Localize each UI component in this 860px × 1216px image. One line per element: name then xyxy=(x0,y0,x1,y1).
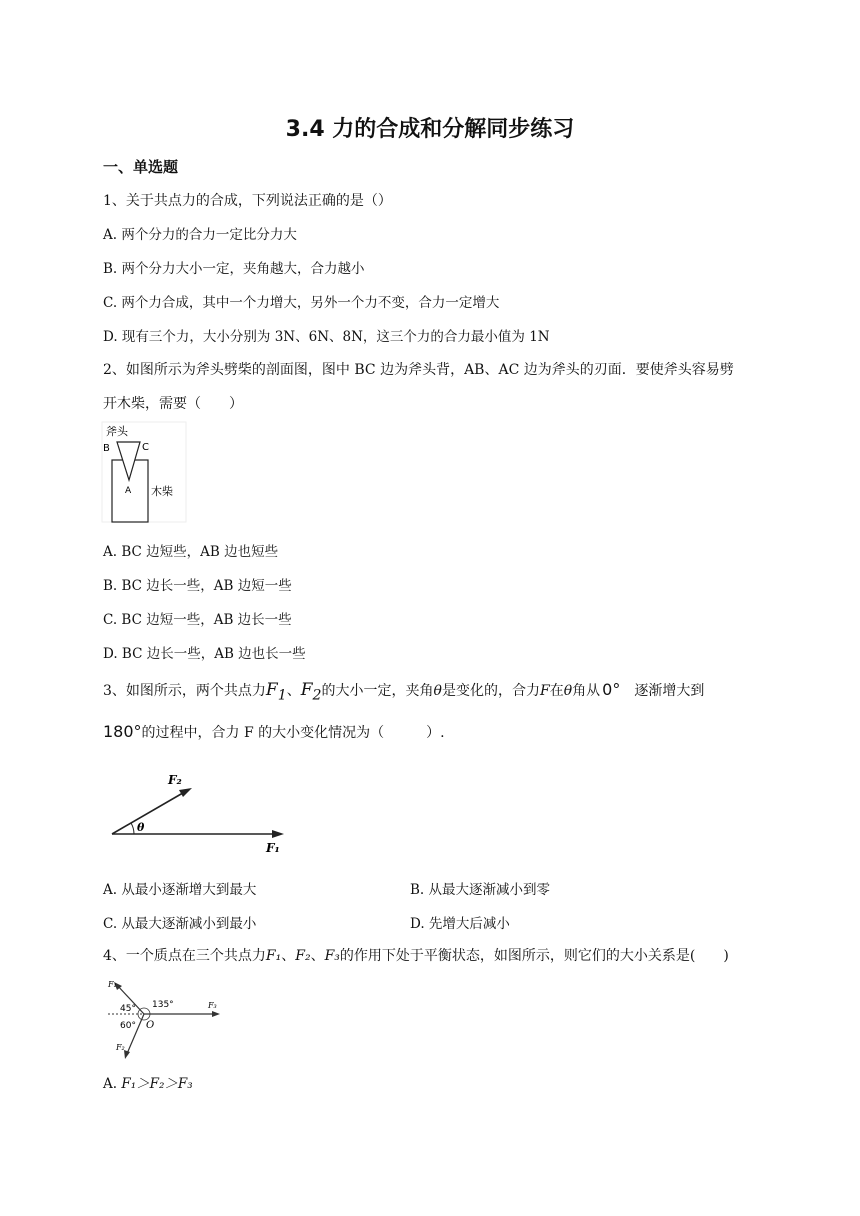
origin-label: O xyxy=(146,1020,155,1031)
axe-diagram xyxy=(100,420,190,526)
question-2-stem-line2: 开木柴，需要（ ） xyxy=(103,396,243,412)
section-heading: 一、单选题 xyxy=(103,158,179,176)
question-4-stem xyxy=(103,945,729,965)
question-2-option-d: D. BC 边长一些，AB 边也长一些 xyxy=(103,646,306,662)
question-1-option-b: B. 两个分力大小一定，夹角越大，合力越小 xyxy=(103,261,365,277)
theta-symbol-2: θ xyxy=(563,683,573,699)
question-3-stem-line2 xyxy=(103,722,445,742)
q4-option-a-text: F₁＞F₂＞F₃ xyxy=(121,1076,193,1092)
question-3-option-d: D. 先增大后减小 xyxy=(410,916,510,932)
question-2-option-c: C. BC 边短一些，AB 边长一些 xyxy=(103,612,292,628)
question-1-option-d: D. 现有三个力，大小分别为 3N、6N、8N，这三个力的合力最小值为 1N xyxy=(103,329,550,345)
q3-text-a: 3、如图所示，两个共点力 xyxy=(103,683,266,699)
angle-diagram xyxy=(108,766,288,860)
question-2-option-b: B. BC 边长一些，AB 边短一些 xyxy=(103,578,292,594)
angle-arc xyxy=(131,823,134,834)
f2-arrowhead xyxy=(124,1050,130,1059)
wood-label: 木柴 xyxy=(151,485,173,498)
q4-option-a-prefix: A. xyxy=(103,1076,118,1092)
f3-label: F₃ xyxy=(208,1001,217,1010)
question-2-stem-line1: 2、如图所示为斧头劈柴的剖面图，图中 BC 边为斧头背，AB、AC 边为斧头的刃面．要使斧头容易劈 xyxy=(103,362,734,378)
f2-label: F₂ xyxy=(116,1043,125,1052)
q3-text-g: 的过程中，合力 F 的大小变化情况为（ ）. xyxy=(141,725,445,741)
f2-symbol xyxy=(300,680,322,704)
q4-sep2: 、 xyxy=(310,948,325,964)
point-c-label: C xyxy=(142,442,149,453)
question-4-option-a xyxy=(103,1072,193,1092)
one-eighty-degree: 180° xyxy=(103,722,142,741)
three-force-diagram xyxy=(104,974,234,1062)
f1-symbol xyxy=(265,680,287,704)
q3-text-e: 角从 xyxy=(572,683,601,699)
f1-label: F₁ xyxy=(108,980,117,989)
f2-label: F₂ xyxy=(168,773,182,787)
question-1-option-c: C. 两个力合成，其中一个力增大，另外一个力不变，合力一定增大 xyxy=(103,295,500,311)
q4-f2: F₂ xyxy=(295,948,311,964)
f1-letter: F xyxy=(265,680,278,700)
zero-degree: 0° xyxy=(602,680,621,699)
f3-arrowhead xyxy=(212,1011,220,1017)
q3-text-c: 是变化的，合力 xyxy=(441,683,540,699)
angle-60-label: 60° xyxy=(120,1021,136,1031)
q4-text-a: 4、一个质点在三个共点力 xyxy=(103,948,266,964)
f2-subscript: 2 xyxy=(312,687,322,704)
angle-45-label: 45° xyxy=(120,1004,136,1014)
question-1-stem: 1、关于共点力的合成，下列说法正确的是（） xyxy=(103,193,392,209)
question-2-option-a: A. BC 边短些，AB 边也短些 xyxy=(103,544,279,560)
axe-label: 斧头 xyxy=(106,425,128,438)
page-title: 3.4 力的合成和分解同步练习 xyxy=(285,117,575,142)
theta-label: θ xyxy=(137,821,145,834)
theta-symbol: θ xyxy=(433,683,442,699)
f1-label: F₁ xyxy=(266,841,280,855)
f2-arrowhead xyxy=(179,788,192,797)
question-3-option-c: C. 从最大逐渐减小到最小 xyxy=(103,916,257,932)
q3-text-b: 的大小一定，夹角 xyxy=(321,683,434,699)
question-1-option-a: A. 两个分力的合力一定比分力大 xyxy=(103,227,297,243)
resultant-symbol: F xyxy=(539,683,550,699)
q4-f1: F₁ xyxy=(265,948,282,964)
q4-f3: F₃ xyxy=(324,948,340,964)
f2-letter: F xyxy=(300,680,313,700)
question-3-option-a: A. 从最小逐渐增大到最大 xyxy=(103,882,257,898)
q4-text-b: 的作用下处于平衡状态，如图所示，则它们的大小关系是( ) xyxy=(339,948,729,964)
q3-separator: 、 xyxy=(286,683,301,699)
angle-135-label: 135° xyxy=(152,1000,174,1010)
axe-wedge xyxy=(117,442,140,480)
q3-text-f: 逐渐增大到 xyxy=(634,683,705,699)
q4-sep1: 、 xyxy=(281,948,296,964)
point-b-label: B xyxy=(103,443,110,454)
f2-vector xyxy=(112,790,188,834)
point-a-label: A xyxy=(125,486,132,496)
question-3-stem-line1 xyxy=(103,680,704,703)
question-3-option-b: B. 从最大逐渐减小到零 xyxy=(410,882,551,898)
f1-subscript: 1 xyxy=(277,687,287,704)
q3-text-d: 在 xyxy=(549,683,564,699)
f1-arrowhead xyxy=(272,830,284,838)
